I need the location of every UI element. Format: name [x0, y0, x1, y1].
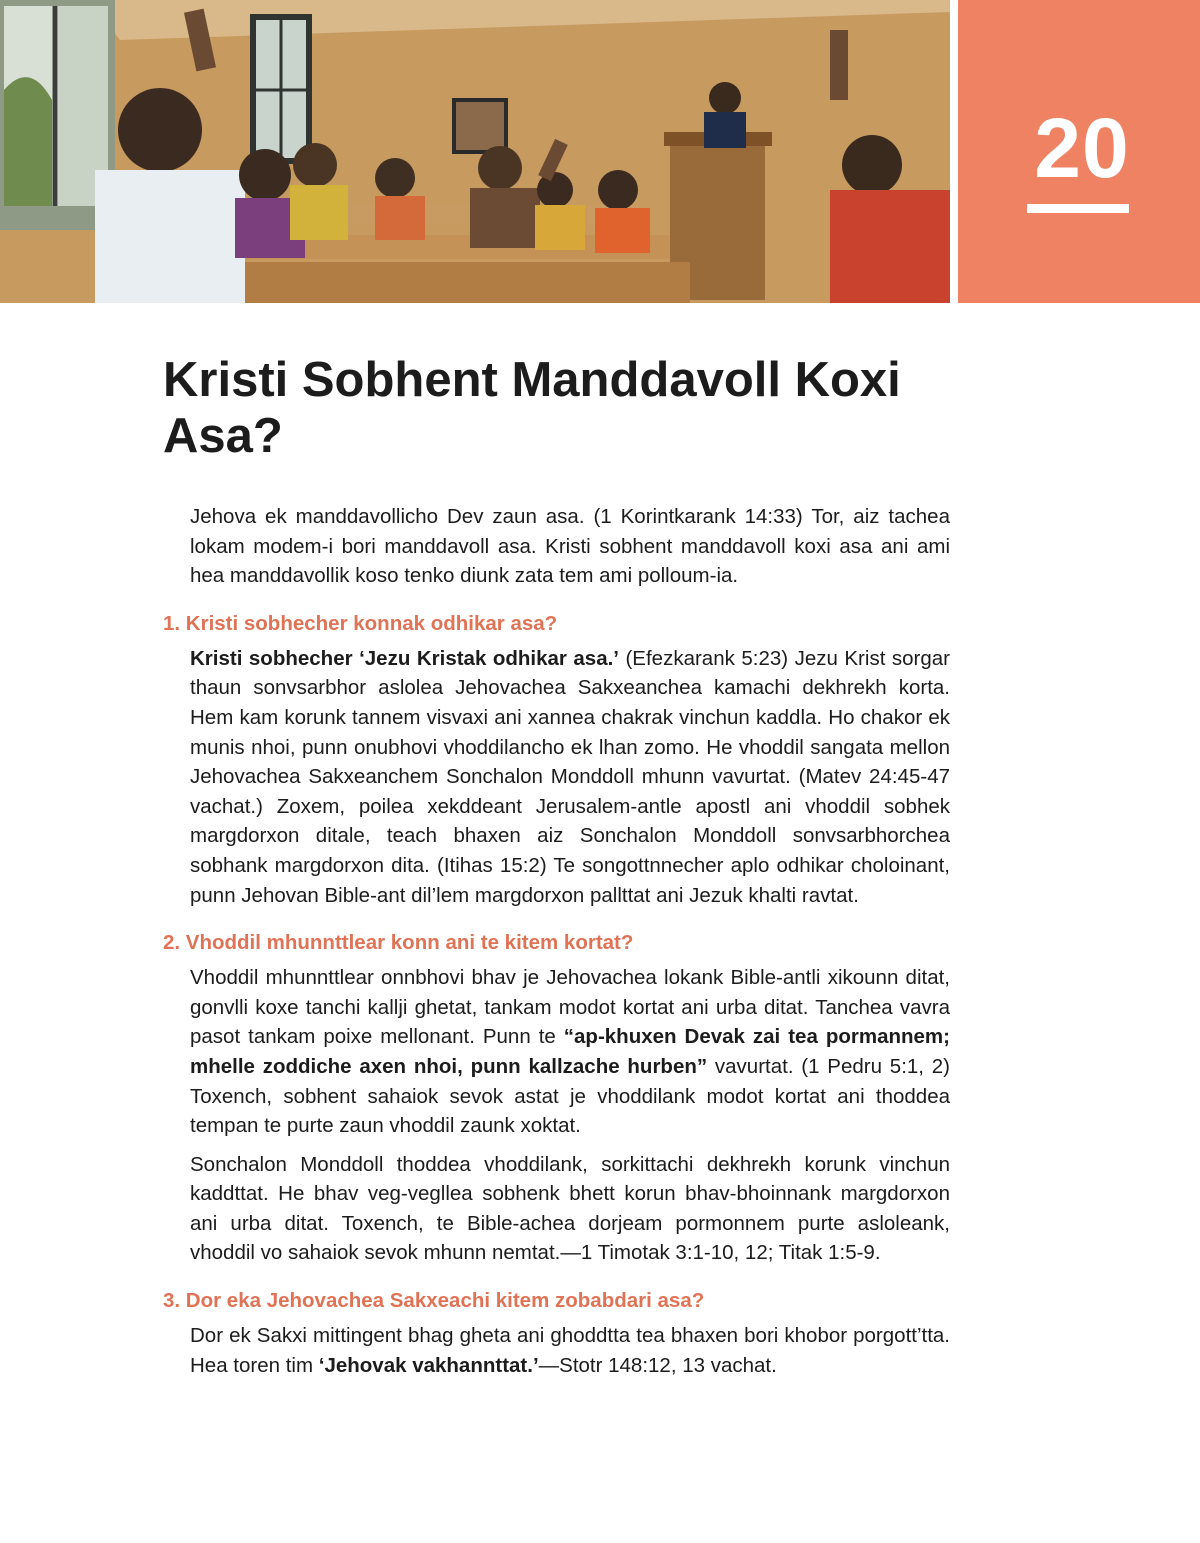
lesson-number: 20	[1034, 101, 1130, 195]
badge-underline	[1027, 204, 1129, 213]
meeting-illustration	[0, 0, 950, 303]
section-1-paragraph	[190, 644, 950, 910]
question-1-heading: 1. Kristi sobhecher konnak odhikar asa?	[163, 611, 558, 635]
paragraph-text: Vhoddil mhunnttlear onnbhovi bhav je Jehovachea lokank Bible-antli xikounn ditat, gonvlli koxe tanchi kallji ghetat, tankam modot kortat ani urba ditat. Tanchea vavra pasot tankam poixe mellonant. Punn te	[190, 966, 950, 1049]
intro-paragraph: Jehova ek manddavollicho Dev zaun asa. (1 Korintkarank 14:33) Tor, aiz tachea lokam modem-i bori manddavoll asa. Kristi sobhent manddavoll koxi asa ani ami hea manddavollik koso tenko diunk zata tem ami polloum-ia.	[190, 505, 950, 588]
bold-quote: ‘Jehovak vakhannttat.’	[318, 1353, 539, 1377]
lesson-body	[163, 502, 950, 1389]
paragraph-text: (Efezkarank 5:23) Jezu Krist sorgar thaun sonvsarbhor aslolea Jehovachea Sakxeanchea kamachi dekhrekh korta. Hem kam korunk tannem visvaxi ani xannea chakrak vinchun kaddla. Ho chakor ek munis nhoi, punn onubhovi vhoddilancho ek lhan zomo. He vhoddil sangata mellon Jehovachea Sakxeanchem Sonchalon Monddoll mhunn vavurtat. (Matev 24:45-47 vachat.) Zoxem, poilea xekddeant Jerusalem-antle apostl ani vhoddil sobhek margdorxon ditale, teach bhaxen aiz Sonchalon Monddoll sonvsarbhorchea sobhank margdorxon dita. (Itihas 15:2) Te songottnnecher aplo odhikar choloinant, punn Jehovan Bible-ant dil’lem margdorxon pallttat ani Jezuk khalti ravtat.	[190, 646, 950, 907]
section-2-paragraph-1	[190, 963, 950, 1141]
section-2-paragraph-2: Sonchalon Monddoll thoddea vhoddilank, sorkittachi dekhrekh korunk vinchun kaddttat. He bhav veg-vegllea sobhenk bhett korun bhav-bhoinnank margdorxon ani urba ditat. Toxench, te Bible-achea dorjeam pormonnem purte asloleank, vhoddil vo sahaiok sevok mhunn nemtat.—1 Timotak 3:1-10, 12; Titak 1:5-9.	[190, 1152, 950, 1265]
paragraph-text: —Stotr 148:12, 13 vachat.	[538, 1353, 777, 1377]
paragraph-text: vavurtat. (1 Pedru 5:1, 2) Toxench, sobhent sahaiok sevok astat je vhoddilank modot kortat ani thoddea tempan te purte zaun vhoddil zaunk xoktat.	[190, 1054, 950, 1138]
question-3-heading: 3. Dor eka Jehovachea Sakxeachi kitem zobabdari asa?	[163, 1289, 705, 1313]
bold-lead: Kristi sobhecher ‘Jezu Kristak odhikar asa.’	[190, 646, 619, 670]
lesson-badge	[958, 0, 1200, 303]
section-3-paragraph	[190, 1321, 950, 1380]
page-title: Kristi Sobhent Manddavoll Koxi Asa?	[163, 353, 901, 463]
question-2-heading: 2. Vhoddil mhunnttlear konn ani te kitem kortat?	[163, 931, 634, 955]
hero-photo	[0, 0, 950, 303]
bold-quote: “ap-khuxen Devak zai tea pormannem; mhelle zoddiche axen nhoi, punn kallzache hurben”	[190, 1025, 950, 1078]
paragraph-text: Dor ek Sakxi mittingent bhag gheta ani ghoddtta tea bhaxen bori khobor porgott’tta. Hea toren tim	[190, 1324, 950, 1377]
